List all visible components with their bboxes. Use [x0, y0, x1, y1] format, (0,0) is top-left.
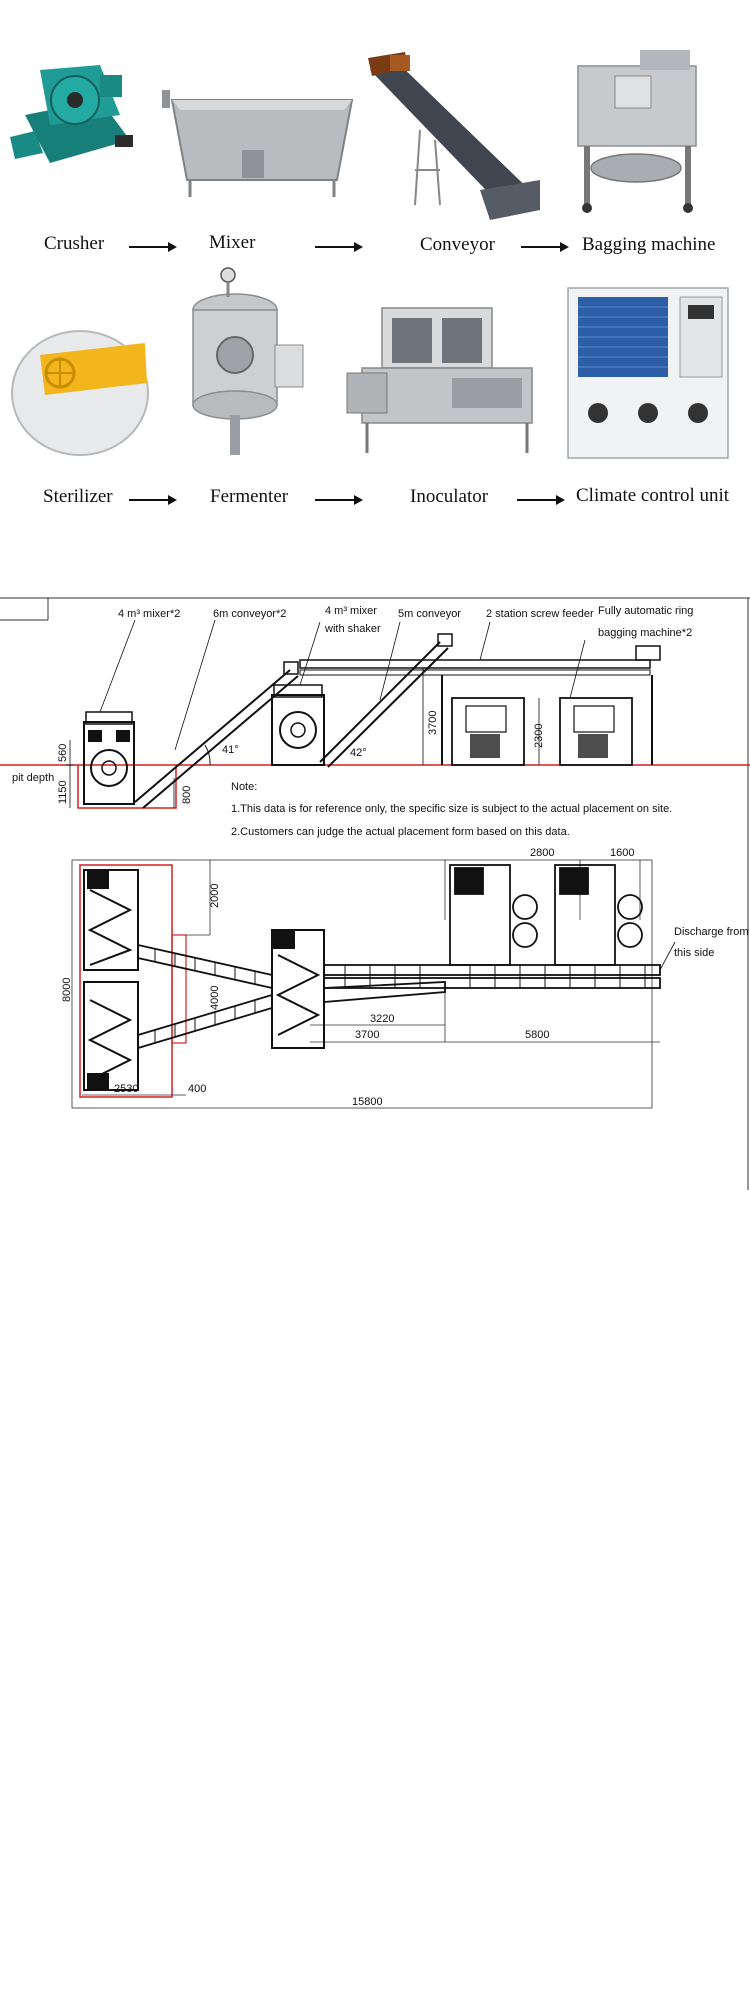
dim-800: 800 [181, 785, 193, 804]
label-pit-depth: pit depth [12, 772, 55, 784]
dim-560: 560 [57, 743, 69, 762]
dim-400: 400 [188, 1083, 207, 1095]
label-bagger-line1: Fully automatic ring [598, 605, 694, 617]
fermenter-image [180, 265, 305, 475]
dim-3700-plan: 3700 [355, 1029, 380, 1041]
discharge-label-2: this side [674, 947, 715, 959]
angle-42: 42° [350, 747, 367, 759]
process-label-inoculator: Inoculator [410, 486, 489, 507]
dim-2800: 2800 [530, 847, 555, 859]
flow-arrow [517, 499, 563, 501]
discharge-label-1: Discharge from [674, 926, 749, 938]
layout-drawing [0, 590, 750, 1190]
crusher-image [5, 45, 145, 175]
bagging-machines-plan [450, 865, 642, 965]
notes-title: Note: [231, 781, 258, 793]
dim-2530: 2530 [114, 1083, 139, 1095]
conveyor-image [360, 50, 545, 225]
dim-3220: 3220 [370, 1013, 395, 1025]
bagging-machine-image [570, 48, 705, 218]
process-label-crusher: Crusher [44, 233, 105, 254]
note-1: 1.This data is for reference only, the specific size is subject to the actual placement on site. [231, 803, 673, 815]
label-mixer-a: 4 m³ mixer*2 [118, 608, 181, 620]
dim-8000: 8000 [61, 977, 73, 1002]
dim-15800: 15800 [352, 1096, 383, 1108]
flow-arrow [129, 499, 175, 501]
note-2: 2.Customers can judge the actual placement form based on this data. [231, 826, 570, 838]
process-label-sterilizer: Sterilizer [43, 486, 113, 507]
inoculator-image [342, 303, 542, 463]
label-screw-feeder: 2 station screw feeder [486, 608, 594, 620]
flow-arrow [129, 246, 175, 248]
dim-5800: 5800 [525, 1029, 550, 1041]
label-mixer-b-line1: 4 m³ mixer [325, 605, 377, 617]
label-conveyor-b: 5m conveyor [398, 608, 461, 620]
sterilizer-image [5, 325, 155, 460]
mixer-a-plan [84, 870, 138, 1090]
dim-3700: 3700 [427, 710, 439, 735]
screw-feeder-plan [324, 965, 660, 1002]
mixer-image [162, 85, 362, 205]
label-mixer-b-line2: with shaker [325, 623, 381, 635]
mixer-a-elevation [84, 712, 134, 804]
label-conveyor-a: 6m conveyor*2 [213, 608, 287, 620]
process-label-climate-control-unit: Climate control unit [576, 485, 730, 506]
flow-arrow [315, 499, 361, 501]
dim-2300: 2300 [533, 723, 545, 748]
conveyor-zone-outline [172, 935, 186, 1043]
mixer-b-plan [272, 930, 324, 1048]
conveyor-a-elevation [135, 662, 298, 808]
process-label-conveyor: Conveyor [420, 234, 495, 255]
process-label-fermenter: Fermenter [210, 486, 289, 507]
flow-arrow [315, 246, 361, 248]
conveyor-a-plan [138, 945, 272, 1048]
climate-control-unit-image [560, 283, 740, 468]
dim-1600: 1600 [610, 847, 635, 859]
dim-2000: 2000 [209, 883, 221, 908]
angle-41: 41° [222, 744, 239, 756]
mixer-b-elevation [272, 685, 324, 765]
label-bagger-line2: bagging machine*2 [598, 627, 693, 639]
dim-4000: 4000 [209, 985, 221, 1010]
process-label-mixer: Mixer [209, 232, 256, 253]
conveyor-b-elevation [320, 634, 452, 767]
process-label-bagging-machine: Bagging machine [582, 234, 716, 255]
dim-1150: 1150 [57, 780, 69, 804]
flow-arrow [521, 246, 567, 248]
